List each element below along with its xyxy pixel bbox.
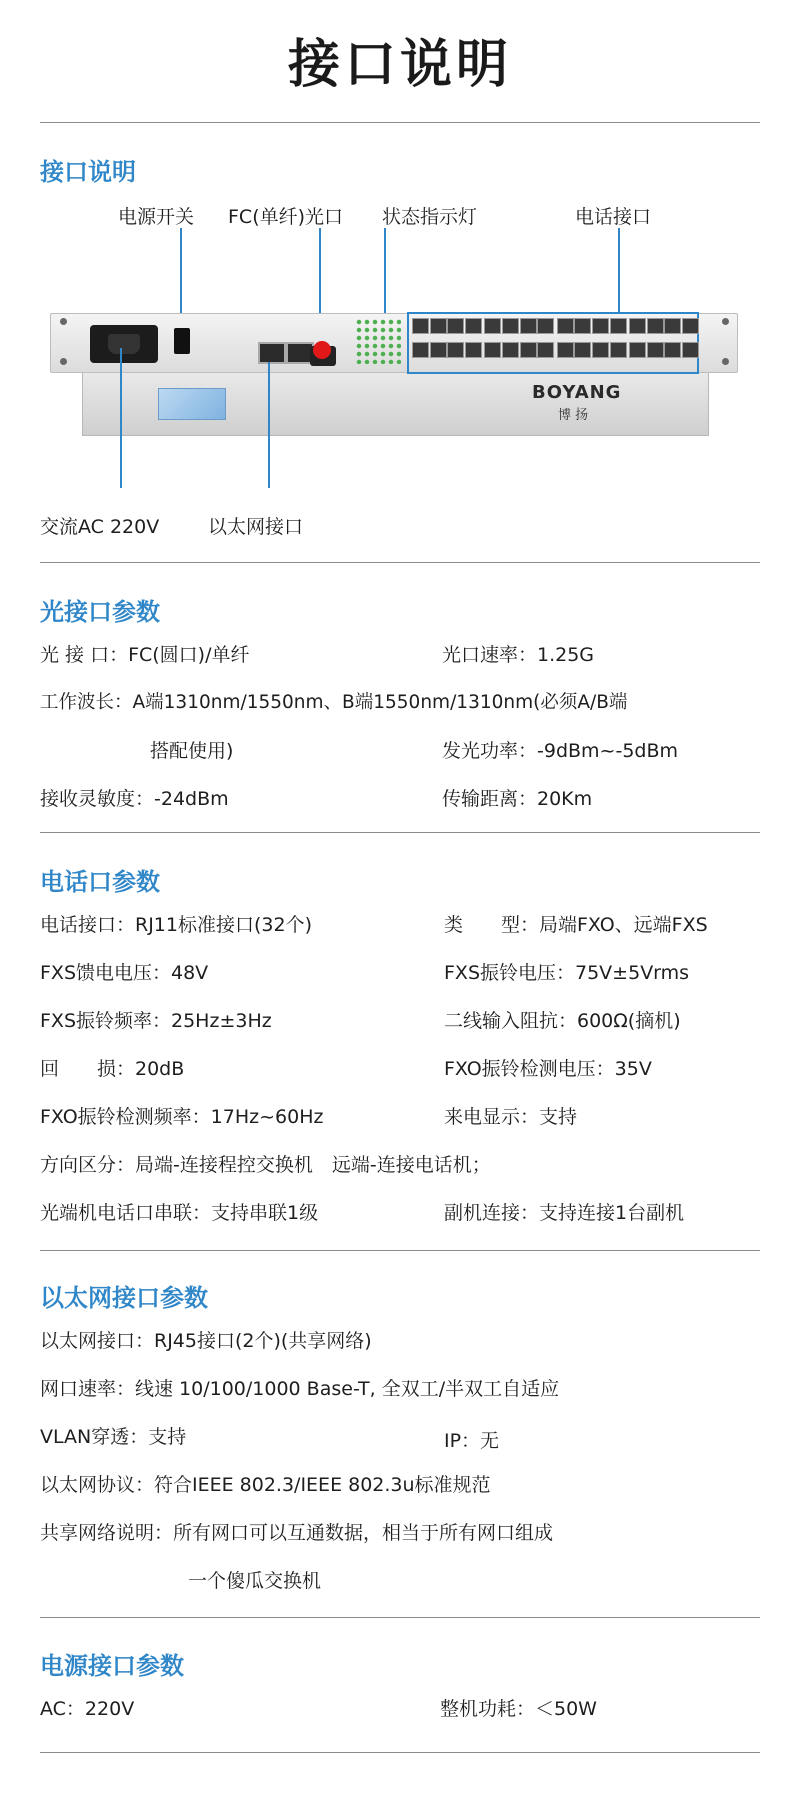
rj11-port-icon — [574, 318, 591, 334]
callout-fc-port: FC(单纤)光口 — [228, 206, 344, 228]
divider — [40, 1250, 760, 1251]
spec-row: 网口速率：线速 10/100/1000 Base-T, 全双工/半双工自适应 — [40, 1378, 560, 1400]
brand-logo: BOYANG — [532, 382, 622, 403]
spec-row: IP：无 — [444, 1430, 500, 1452]
ethernet-port-icon — [258, 342, 286, 364]
rj11-port-icon — [537, 318, 554, 334]
pointer-line — [268, 362, 270, 488]
spec-row: 二线输入阻抗：600Ω(摘机) — [444, 1010, 681, 1032]
spec-row: 发光功率：-9dBm~-5dBm — [442, 740, 679, 762]
spec-row: VLAN穿透：支持 — [40, 1426, 187, 1448]
rj11-port-icon — [502, 318, 519, 334]
rj11-port-icon — [682, 342, 699, 358]
rj11-port-icon — [484, 342, 501, 358]
spec-row: 光端机电话口串联：支持串联1级 — [40, 1202, 319, 1224]
spec-row: 回 损：20dB — [40, 1058, 185, 1080]
spec-row: 搭配使用) — [150, 740, 234, 762]
spec-row: 光口速率：1.25G — [442, 644, 595, 666]
rj11-port-icon — [592, 342, 609, 358]
section-title-optical: 光接口参数 — [40, 598, 160, 626]
spec-row: FXS振铃频率：25Hz±3Hz — [40, 1010, 272, 1032]
page-title: 接口说明 — [287, 35, 512, 95]
spec-row: 共享网络说明：所有网口可以互通数据，相当于所有网口组成 — [40, 1522, 554, 1544]
power-socket-icon — [90, 325, 158, 363]
rj11-port-icon — [430, 342, 447, 358]
rj11-port-icon — [537, 342, 554, 358]
brand-logo-cn: 博 扬 — [558, 408, 589, 423]
screw-icon — [60, 318, 67, 325]
spec-row: 传输距离：20Km — [442, 788, 593, 810]
rj11-port-icon — [592, 318, 609, 334]
callout-status-led: 状态指示灯 — [382, 206, 478, 228]
rj11-port-icon — [520, 342, 537, 358]
rj11-port-icon — [629, 342, 646, 358]
section-title-interface: 接口说明 — [40, 158, 136, 186]
rj11-port-icon — [610, 318, 627, 334]
rj11-port-icon — [447, 342, 464, 358]
divider — [40, 1617, 760, 1618]
rj11-port-icon — [610, 342, 627, 358]
spec-row: 来电显示：支持 — [444, 1106, 578, 1128]
spec-row: 接收灵敏度：-24dBm — [40, 788, 229, 810]
rj11-port-icon — [520, 318, 537, 334]
spec-row: 电话接口：RJ11标准接口(32个) — [40, 914, 312, 936]
rj11-port-icon — [574, 342, 591, 358]
callout-phone-port: 电话接口 — [575, 206, 652, 228]
spec-row: AC：220V — [40, 1698, 135, 1720]
pointer-line — [384, 228, 386, 320]
rj11-port-icon — [502, 342, 519, 358]
callout-ethernet: 以太网接口 — [208, 516, 304, 538]
spec-row: 整机功耗：＜50W — [440, 1698, 597, 1720]
spec-row: FXO振铃检测电压：35V — [444, 1058, 652, 1080]
spec-row: 类 型：局端FXO、远端FXS — [444, 914, 708, 936]
device-label-sticker — [158, 388, 226, 420]
divider — [40, 832, 760, 833]
spec-row: FXO振铃检测频率：17Hz~60Hz — [40, 1106, 324, 1128]
rj11-port-icon — [412, 318, 429, 334]
divider — [40, 1752, 760, 1753]
spec-row: 以太网接口：RJ45接口(2个)(共享网络) — [40, 1330, 372, 1352]
rj11-port-icon — [430, 318, 447, 334]
callout-power-switch: 电源开关 — [118, 206, 195, 228]
rj11-port-icon — [465, 342, 482, 358]
callout-ac-power: 交流AC 220V — [40, 516, 160, 538]
rj11-port-icon — [664, 318, 681, 334]
section-title-phone: 电话口参数 — [40, 868, 160, 896]
spec-row: 一个傻瓜交换机 — [188, 1570, 322, 1592]
pointer-line — [618, 228, 620, 312]
rj11-port-icon — [647, 342, 664, 358]
fc-dust-cap-icon — [313, 341, 331, 359]
power-switch-icon — [174, 328, 190, 354]
rj11-port-icon — [557, 318, 574, 334]
spec-row: 以太网协议：符合IEEE 802.3/IEEE 802.3u标准规范 — [40, 1474, 491, 1496]
rj11-port-icon — [484, 318, 501, 334]
screw-icon — [722, 358, 729, 365]
rj11-port-icon — [664, 342, 681, 358]
spec-row: 方向区分：局端-连接程控交换机 远端-连接电话机； — [40, 1154, 491, 1176]
status-led-icon — [355, 318, 401, 364]
rj11-port-icon — [465, 318, 482, 334]
section-title-ethernet: 以太网接口参数 — [40, 1284, 208, 1312]
section-title-power: 电源接口参数 — [40, 1652, 184, 1680]
spec-row: 工作波长：A端1310nm/1550nm、B端1550nm/1310nm(必须A/B端 — [40, 692, 628, 713]
pointer-line — [120, 348, 122, 488]
rj11-port-icon — [682, 318, 699, 334]
spec-row: FXS馈电电压：48V — [40, 962, 209, 984]
rj11-port-icon — [412, 342, 429, 358]
screw-icon — [722, 318, 729, 325]
rj11-port-icon — [557, 342, 574, 358]
rj11-port-icon — [629, 318, 646, 334]
spec-row: 副机连接：支持连接1台副机 — [444, 1202, 685, 1224]
screw-icon — [60, 358, 67, 365]
rj11-port-icon — [447, 318, 464, 334]
divider — [40, 122, 760, 123]
divider — [40, 562, 760, 563]
spec-row: 光 接 口：FC(圆口)/单纤 — [40, 644, 250, 666]
spec-row: FXS振铃电压：75V±5Vrms — [444, 962, 690, 984]
rj11-port-icon — [647, 318, 664, 334]
